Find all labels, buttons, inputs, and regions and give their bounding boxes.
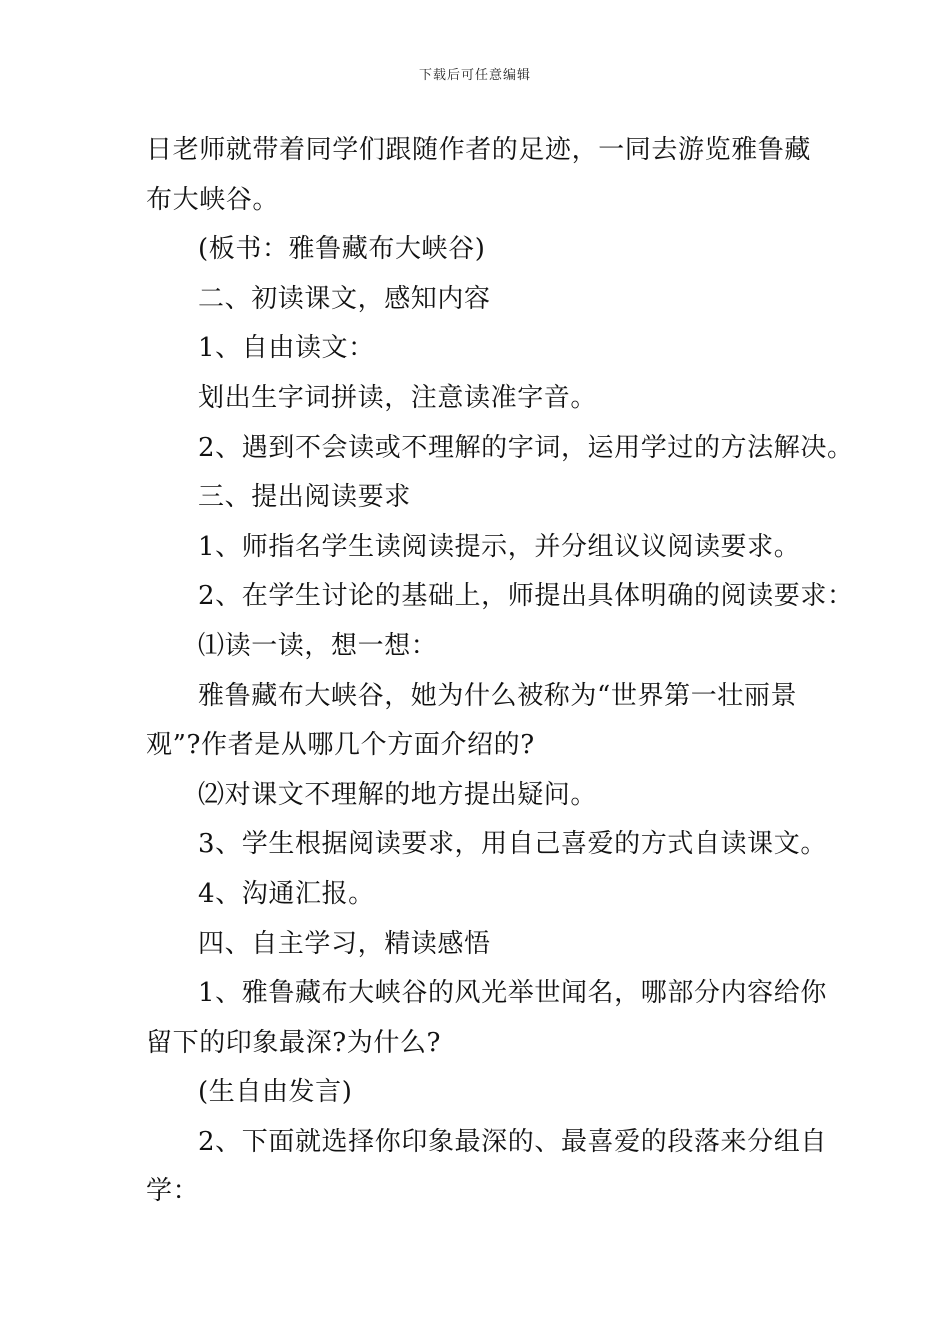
text-line: 日老师就带着同学们跟随作者的足迹，一同去游览雅鲁藏 xyxy=(146,135,812,165)
text-line: ⑴读一读，想一想： xyxy=(198,630,438,661)
text-line: 2、在学生讨论的基础上，师提出具体明确的阅读要求： xyxy=(198,581,854,612)
document-body xyxy=(146,126,854,1217)
text-line: ⑵对课文不理解的地方提出疑问。 xyxy=(198,779,598,810)
text-line: 留下的印象最深?为什么? xyxy=(146,1027,442,1058)
page-header: 下载后可任意编辑 xyxy=(418,68,531,83)
text-line: 2、遇到不会读或不理解的字词，运用学过的方法解决。 xyxy=(198,432,854,463)
text-line: 观”?作者是从哪几个方面介绍的? xyxy=(146,730,535,761)
text-line: 1、自由读文： xyxy=(198,333,375,364)
section-heading: 三、提出阅读要求 xyxy=(198,482,411,513)
text-line: (生自由发言) xyxy=(198,1077,353,1108)
text-line: 2、下面就选择你印象最深的、最喜爱的段落来分组自 xyxy=(198,1126,827,1157)
text-line: 3、学生根据阅读要求，用自己喜爱的方式自读课文。 xyxy=(198,829,827,860)
text-line: 4、沟通汇报。 xyxy=(198,878,375,909)
text-line: (板书：雅鲁藏布大峡谷) xyxy=(198,234,486,265)
section-heading: 二、初读课文，感知内容 xyxy=(198,283,491,314)
section-heading: 四、自主学习，精读感悟 xyxy=(198,928,491,959)
text-line: 划出生字词拼读，注意读准字音。 xyxy=(198,382,598,413)
text-line: 学： xyxy=(146,1176,200,1207)
text-line: 布大峡谷。 xyxy=(146,184,280,215)
text-line: 1、雅鲁藏布大峡谷的风光举世闻名，哪部分内容给你 xyxy=(198,978,827,1009)
text-line: 雅鲁藏布大峡谷，她为什么被称为“世界第一壮丽景 xyxy=(198,680,798,711)
text-line: 1、师指名学生读阅读提示，并分组议议阅读要求。 xyxy=(198,531,801,562)
